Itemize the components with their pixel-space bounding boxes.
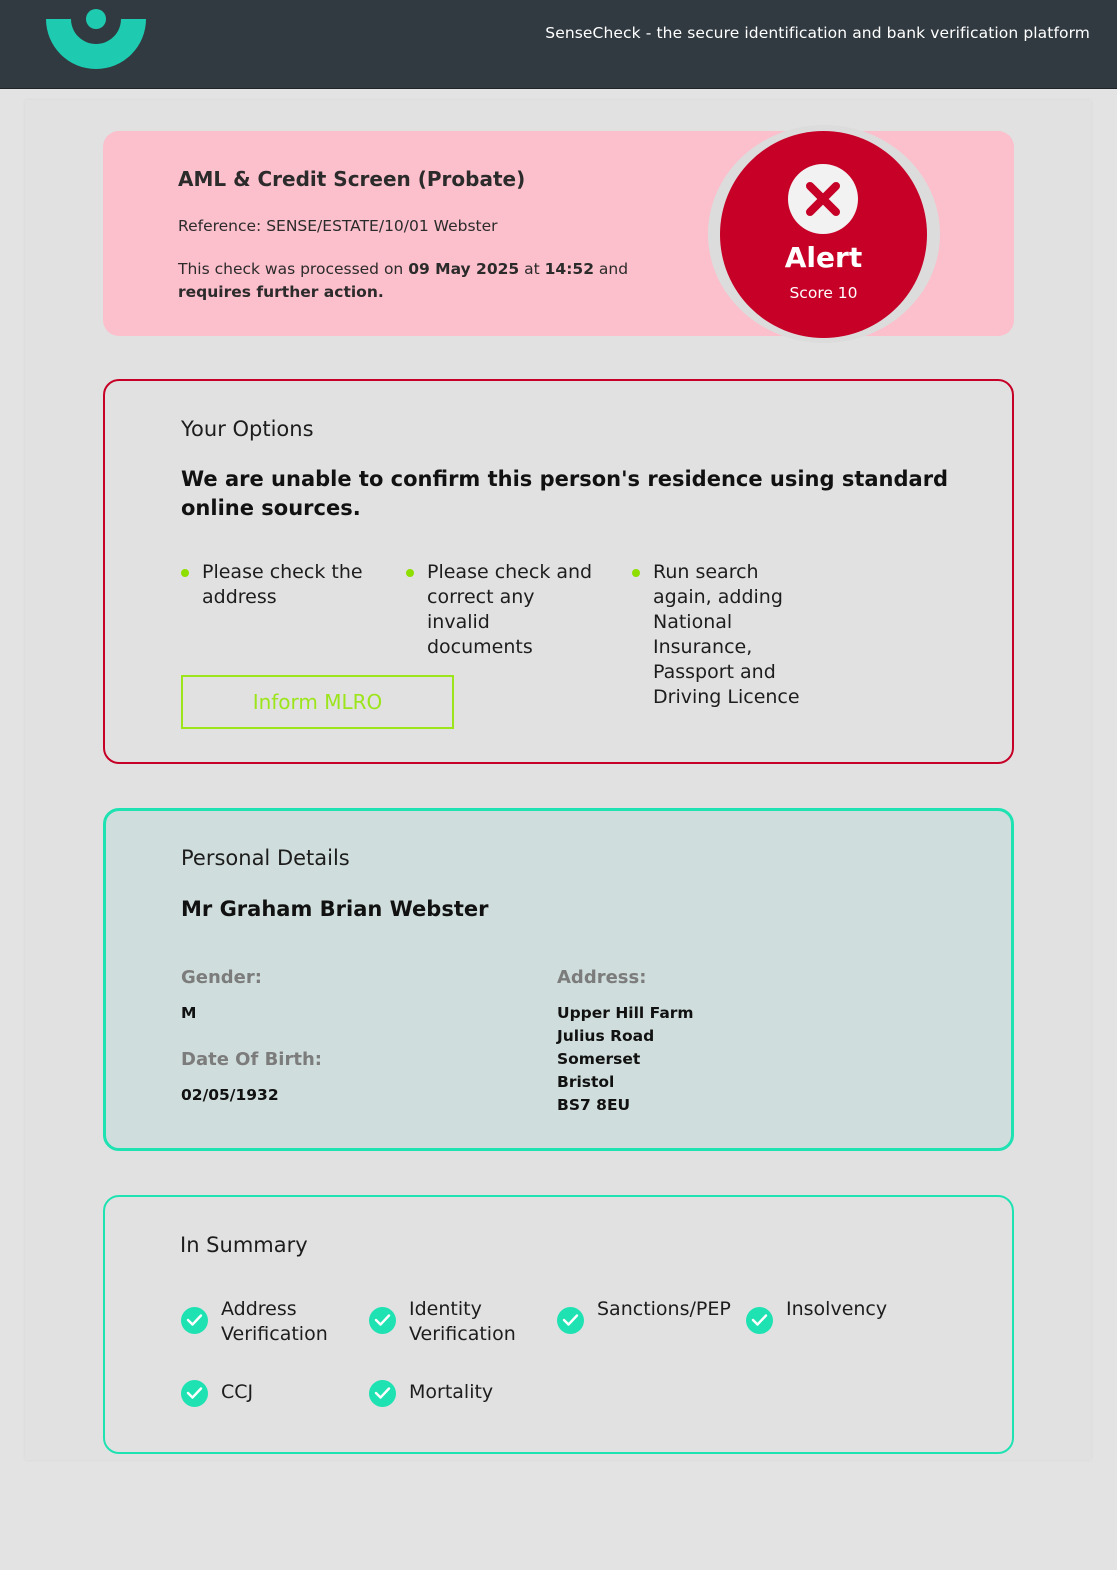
address-line: Julius Road: [557, 1027, 655, 1045]
summary-title: In Summary: [180, 1233, 308, 1257]
dob-value: 02/05/1932: [181, 1086, 279, 1104]
dob-label: Date Of Birth:: [181, 1049, 322, 1070]
check-icon: [181, 1380, 208, 1407]
header-tagline: SenseCheck - the secure identification and bank verification platform: [545, 24, 1090, 42]
check-icon: [557, 1307, 584, 1334]
check-reference: Reference: SENSE/ESTATE/10/01 Webster: [178, 217, 498, 235]
check-title: AML & Credit Screen (Probate): [178, 167, 526, 191]
personal-details-panel: [103, 808, 1014, 1151]
summary-item-mortality: Mortality: [369, 1380, 549, 1405]
option-item: Please check the address: [181, 560, 371, 610]
address-line: BS7 8EU: [557, 1096, 631, 1114]
summary-item-insolvency: Insolvency: [746, 1297, 926, 1322]
sensecheck-logo-icon[interactable]: [45, 8, 147, 72]
address-line: Somerset: [557, 1050, 641, 1068]
check-icon: [369, 1380, 396, 1407]
required-action: requires further action.: [178, 283, 384, 301]
options-headline: We are unable to confirm this person's residence using standard online sources.: [181, 467, 949, 520]
summary-item-identity-verification: Identity Verification: [369, 1297, 549, 1347]
bullet-icon: [632, 569, 640, 577]
address-label: Address:: [557, 967, 647, 988]
option-item: Run search again, adding National Insurance, Passport and Driving Licence: [632, 560, 822, 710]
gender-label: Gender:: [181, 967, 262, 988]
address-value: [557, 1002, 694, 1117]
bullet-icon: [181, 569, 189, 577]
options-panel: [103, 379, 1014, 764]
status-badge: [720, 131, 927, 338]
option-item: Please check and correct any invalid documents: [406, 560, 596, 660]
status-label: Alert: [784, 241, 863, 274]
address-line: Bristol: [557, 1073, 615, 1091]
processed-time: 14:52: [544, 260, 594, 278]
summary-item-sanctions-pep: Sanctions/PEP: [557, 1297, 737, 1322]
alert-panel: [103, 131, 1014, 336]
check-icon: [369, 1307, 396, 1334]
gender-value: M: [181, 1004, 197, 1022]
check-icon: [746, 1307, 773, 1334]
options-title: Your Options: [181, 417, 314, 441]
check-processed-message: This check was processed on 09 May 2025 at 14:52 and requires further action.: [178, 260, 629, 301]
bullet-icon: [406, 569, 414, 577]
check-icon: [181, 1307, 208, 1334]
processed-date: 09 May 2025: [408, 260, 520, 278]
top-bar: [0, 0, 1117, 89]
summary-panel: [103, 1195, 1014, 1454]
close-icon: [788, 164, 858, 234]
personal-details-title: Personal Details: [181, 846, 350, 870]
address-line: Upper Hill Farm: [557, 1004, 694, 1022]
summary-item-address-verification: Address Verification: [181, 1297, 361, 1347]
summary-item-ccj: CCJ: [181, 1380, 361, 1405]
status-score: Score 10: [789, 284, 858, 302]
inform-mlro-button[interactable]: Inform MLRO: [181, 675, 454, 729]
person-name: Mr Graham Brian Webster: [181, 897, 489, 921]
